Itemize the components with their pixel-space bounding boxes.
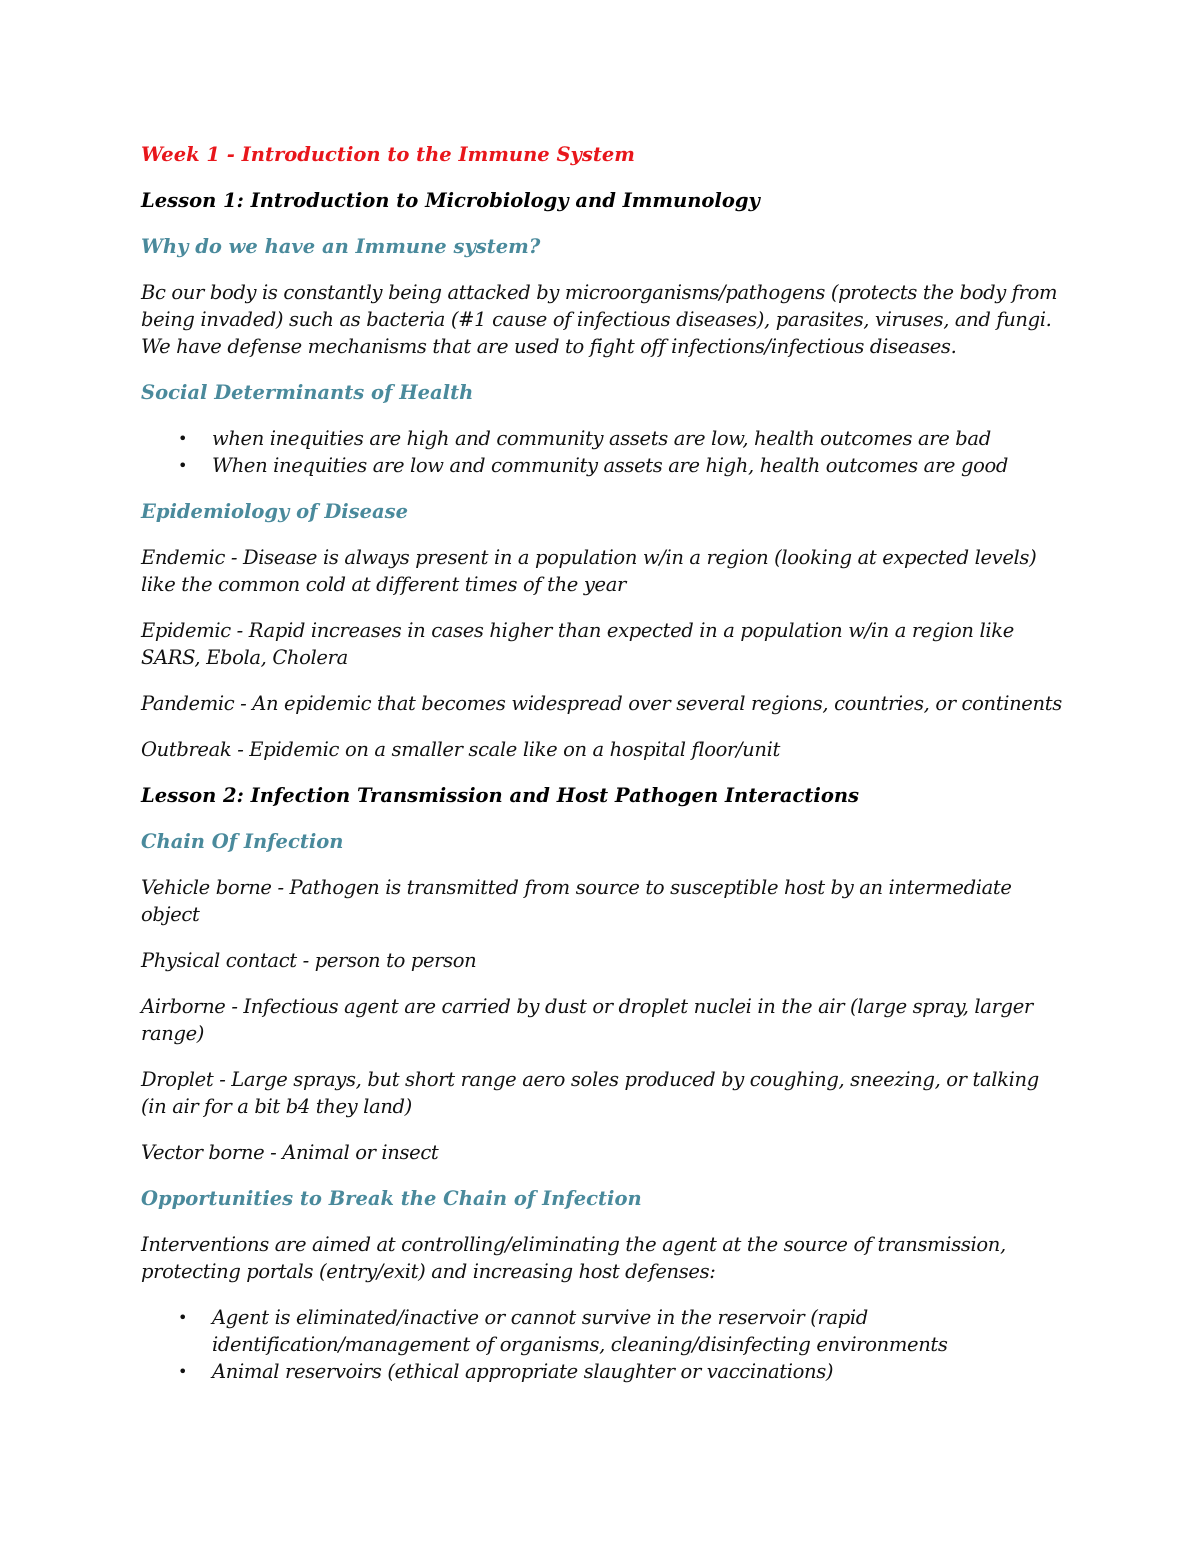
epidemiology-heading: Epidemiology of Disease [141,500,409,523]
droplet-paragraph: Droplet - Large sprays, but short range aero soles produced by coughing, sneezing, or talking (in air for a bit b4 they land) [141,1068,1039,1118]
week-title: Week 1 - Introduction to the Immune System [141,143,635,166]
list-item [141,1304,1070,1358]
break-chain-bullet-list [141,1304,1070,1385]
list-item-text: Animal reservoirs (ethical appropriate slaughter or vaccinations) [212,1360,834,1383]
sdoh-heading: Social Determinants of Health [141,381,474,404]
break-chain-heading: Opportunities to Break the Chain of Infection [141,1187,642,1210]
outbreak-paragraph: Outbreak - Epidemic on a smaller scale like on a hospital floor/unit [141,738,780,761]
lesson-1-title: Lesson 1: Introduction to Microbiology and Immunology [141,189,760,212]
sdoh-bullet-list [141,425,1070,479]
list-item [141,1358,1070,1385]
list-item-text: Agent is eliminated/inactive or cannot survive in the reservoir (rapid identification/management of organisms, cleaning/disinfecting environments [212,1306,948,1356]
lesson-2-title: Lesson 2: Infection Transmission and Host Pathogen Interactions [141,784,859,807]
list-item [141,425,1070,452]
bullet-icon: • [178,429,188,448]
list-item [141,452,1070,479]
epidemic-paragraph: Epidemic - Rapid increases in cases higher than expected in a population w/in a region like SARS, Ebola, Cholera [141,619,1014,669]
why-immune-heading: Why do we have an Immune system? [141,235,541,258]
bullet-icon: • [178,1362,188,1381]
chain-of-infection-heading: Chain Of Infection [141,830,344,853]
interventions-paragraph: Interventions are aimed at controlling/eliminating the agent at the source of transmission, protecting portals (entry/exit) and increasing host defenses: [141,1233,1006,1283]
airborne-paragraph: Airborne - Infectious agent are carried by dust or droplet nuclei in the air (large spray, larger range) [141,995,1033,1045]
endemic-paragraph: Endemic - Disease is always present in a population w/in a region (looking at expected levels) like the common cold at different times of the year [141,546,1037,596]
bullet-icon: • [178,456,188,475]
list-item-text: When inequities are low and community assets are high, health outcomes are good [212,454,1009,477]
pandemic-paragraph: Pandemic - An epidemic that becomes widespread over several regions, countries, or continents [141,692,1062,715]
list-item-text: when inequities are high and community assets are low, health outcomes are bad [212,427,991,450]
vehicle-borne-paragraph: Vehicle borne - Pathogen is transmitted from source to susceptible host by an intermediate object [141,876,1012,926]
vector-borne-paragraph: Vector borne - Animal or insect [141,1141,439,1164]
bullet-icon: • [178,1308,188,1327]
physical-contact-paragraph: Physical contact - person to person [141,949,477,972]
why-immune-paragraph: Bc our body is constantly being attacked by microorganisms/pathogens (protects the body from being invaded) such as bacteria (#1 cause of infectious diseases), parasites, viruses, and fungi. We have defense mechanisms that are used to fight off infections/infectious diseases. [141,281,1058,358]
